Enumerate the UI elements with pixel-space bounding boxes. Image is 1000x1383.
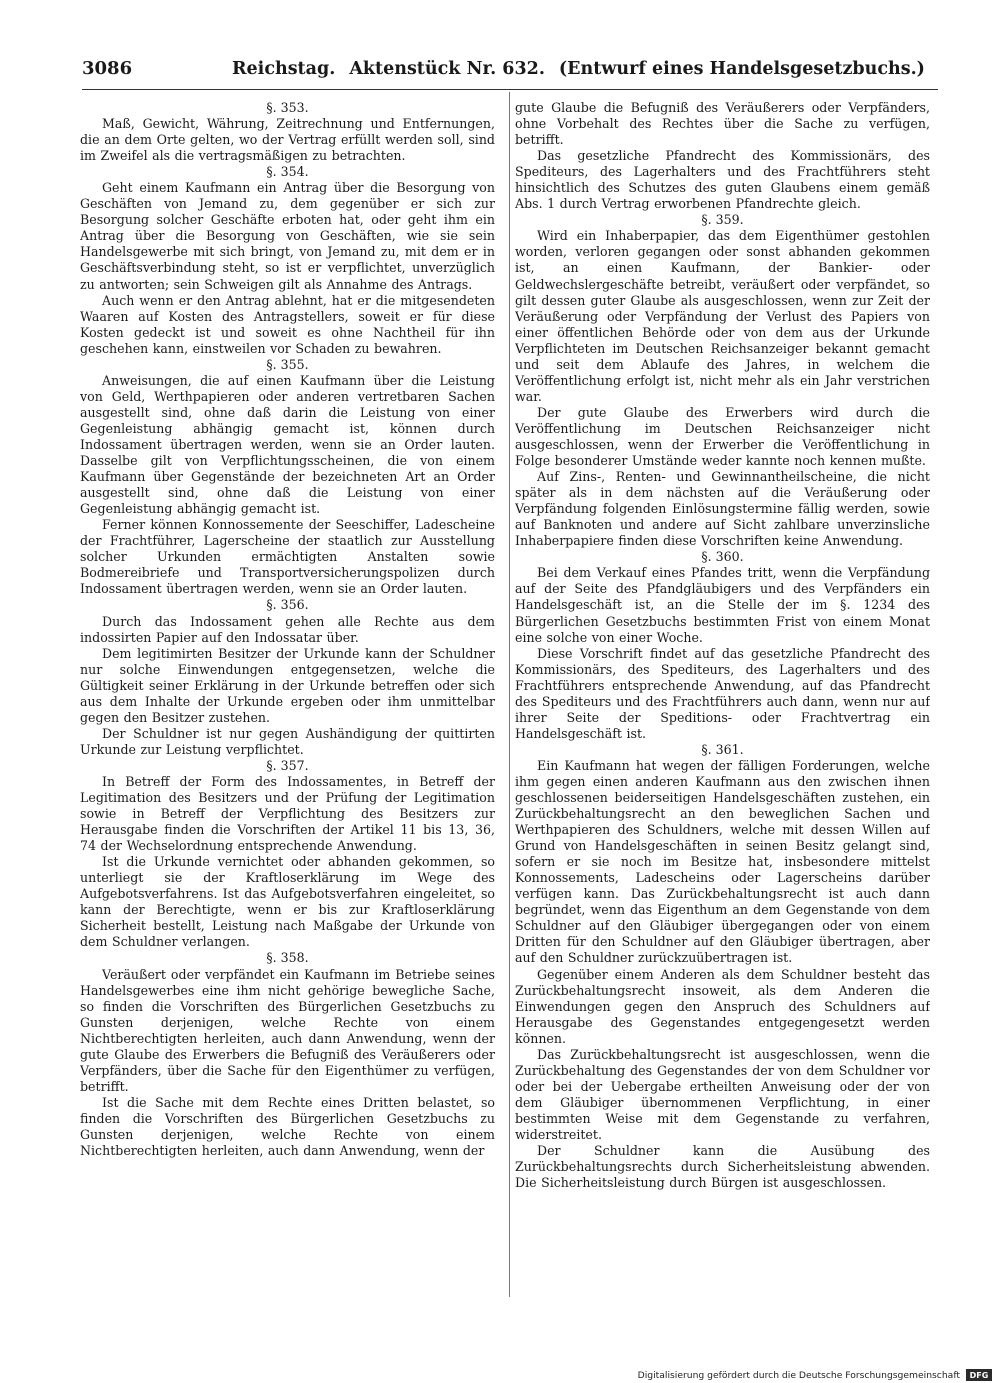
- paragraph: Bei dem Verkauf eines Pfandes tritt, wenn die Verpfändung auf der Seite des Pfandgläubigers und des Verpfänders ein Handelsgeschäft ist, an die Stelle der im §. 1234 des Bürgerlichen Gesetzbuchs bestimmten Frist von einem Monat eine solche von einer Woche.: [515, 565, 930, 645]
- column-divider: [509, 92, 510, 1297]
- right-column: [515, 100, 930, 1300]
- section-heading: §. 354.: [266, 164, 309, 180]
- paragraph: Geht einem Kaufmann ein Antrag über die Besorgung von Geschäften von Jemand zu, dem gegenüber er sich zur Besorgung solcher Geschäfte erboten hat, oder geht ihm ein Antrag über die Besorgung von Geschäften, wie sie sein Handelsgewerbe mit sich bringt, von Jemand zu, mit dem er in Geschäftsverbindung steht, so ist er verpflichtet, unverzüglich zu antworten; sein Schweigen gilt als Annahme des Antrags.: [80, 180, 495, 292]
- section-heading: §. 353.: [266, 100, 309, 115]
- paragraph: Maß, Gewicht, Währung, Zeitrechnung und Entfernungen, die an dem Orte gelten, wo der Vertrag erfüllt werden soll, sind im Zweifel als die vertragsmäßigen zu betrachten.: [80, 116, 495, 164]
- title-subject: (Entwurf eines Handelsgesetzbuchs.): [558, 59, 925, 79]
- title-document: Aktenstück Nr. 632.: [349, 59, 545, 79]
- paragraph: Anweisungen, die auf einen Kaufmann über die Leistung von Geld, Werthpapieren oder anderen vertretbaren Sachen ausgestellt sind, ohne daß darin die Leistung von einer Gegenleistung abhängig gemacht ist, können durch Indossament übertragen werden, wenn sie an Order lauten. Dasselbe gilt von Verpflichtungsscheinen, die von einem Kaufmann über Gegenstände der bezeichneten Art an Order ausgestellt sind, ohne daß die Leistung von einer Gegenleistung abhängig gemacht ist.: [80, 372, 495, 517]
- section-heading: §. 360.: [701, 549, 744, 565]
- section-heading: §. 358.: [266, 950, 309, 966]
- paragraph: Das gesetzliche Pfandrecht des Kommissionärs, des Spediteurs, des Lagerhalters und des Frachtführers steht hinsichtlich des Schutzes des guten Glaubens einem gemäß Abs. 1 durch Vertrag erworbenen Pfandrechte gleich.: [515, 148, 930, 212]
- paragraph: Diese Vorschrift findet auf das gesetzliche Pfandrecht des Kommissionärs, des Spediteurs, des Lagerhalters und des Frachtführers entsprechende Anwendung, auf das Pfandrecht des Spediteurs und des Frachtführers auch dann, wenn nur auf ihrer Seite der Speditions- oder Frachtvertrag ein Handelsgeschäft ist.: [515, 645, 930, 741]
- section-heading: §. 355.: [266, 356, 309, 372]
- paragraph: Ist die Urkunde vernichtet oder abhanden gekommen, so unterliegt sie der Kraftloserklärung im Wege des Aufgebotsverfahrens. Ist das Aufgebotsverfahren eingeleitet, so kann der Berechtigte, wenn er bis zur Kraftloserklärung Sicherheit bestellt, Leistung nach Maßgabe der Urkunde von dem Schuldner verlangen.: [80, 854, 495, 950]
- paragraph: Der Schuldner ist nur gegen Aushändigung der quittirten Urkunde zur Leistung verpflichtet.: [80, 725, 495, 757]
- paragraph: Ein Kaufmann hat wegen der fälligen Forderungen, welche ihm gegen einen anderen Kaufmann aus den zwischen ihnen geschlossenen beiderseitigen Handelsgeschäften zustehen, ein Zurückbehaltungsrecht an den beweglichen Sachen und Werthpapieren des Schuldners, welche mit dessen Willen auf Grund von Handelsgeschäften in seinen Besitz gelangt sind, sofern er sie noch im Besitze hat, insbesondere mittelst Konnossements, Ladescheins oder Lagerscheins darüber verfügen kann. Das Zurückbehaltungsrecht ist auch dann begründet, wenn das Eigenthum an dem Gegenstande von dem Schuldner auf den Gläubiger übergegangen oder von einem Dritten für den Schuldner auf den Gläubiger übertragen, aber auf den Schuldner zurückzuübertragen ist.: [515, 757, 930, 966]
- dfg-logo-text: DFG: [969, 1370, 989, 1380]
- page-header: [82, 58, 938, 84]
- footer: [638, 1368, 992, 1382]
- paragraph: Durch das Indossament gehen alle Rechte aus dem indossirten Papier auf den Indossatar über.: [80, 613, 495, 645]
- paragraph: Dem legitimirten Besitzer der Urkunde kann der Schuldner nur solche Einwendungen entgegensetzen, welche die Gültigkeit seiner Erklärung in der Urkunde betreffen oder sich aus dem Inhalte der Urkunde ergeben oder ihm unmittelbar gegen den Besitzer zustehen.: [80, 645, 495, 725]
- dfg-logo: [966, 1369, 992, 1381]
- paragraph: Das Zurückbehaltungsrecht ist ausgeschlossen, wenn die Zurückbehaltung des Gegenstandes der von dem Schuldner vor oder bei der Uebergabe ertheilten Anweisung oder der von dem Gläubiger übernommenen Verpflichtung, in einer bestimmten Weise mit dem Gegenstande zu verfahren, widerstreitet.: [515, 1046, 930, 1142]
- running-title: [232, 59, 925, 79]
- section-heading: §. 361.: [701, 741, 744, 757]
- paragraph: Ist die Sache mit dem Rechte eines Dritten belastet, so finden die Vorschriften des Bürgerlichen Gesetzbuchs zu Gunsten derjenigen, welche Rechte von einem Nichtberechtigten herleiten, auch dann Anwendung, wenn der: [80, 1094, 495, 1159]
- page-number: 3086: [82, 58, 133, 79]
- section-heading: §. 356.: [266, 597, 309, 613]
- title-body: Reichstag.: [232, 59, 336, 79]
- paragraph: Veräußert oder verpfändet ein Kaufmann im Betriebe seines Handelsgewerbes eine ihm nicht gehörige bewegliche Sache, so finden die Vorschriften des Bürgerlichen Gesetzbuchs zu Gunsten derjenigen, welche Rechte von einem Nichtberechtigten herleiten, auch dann Anwendung, wenn der gute Glaube des Erwerbers die Befugniß des Veräußerers oder Verpfänders, über die Sache für den Eigenthümer zu verfügen, betrifft.: [80, 966, 495, 1094]
- paragraph: Der gute Glaube des Erwerbers wird durch die Veröffentlichung im Deutschen Reichsanzeiger nicht ausgeschlossen, wenn der Erwerber die Veröffentlichung in Folge besonderer Umstände weder kannte noch kennen mußte.: [515, 404, 930, 469]
- paragraph: Wird ein Inhaberpapier, das dem Eigenthümer gestohlen worden, verloren gegangen oder sonst abhanden gekommen ist, an einen Kaufmann, der Bankier- oder Geldwechslergeschäfte betreibt, veräußert oder verpfändet, so gilt dessen guter Glaube als ausgeschlossen, wenn zur Zeit der Veräußerung oder Verpfändung der Verlust des Papiers von einer öffentlichen Behörde oder von dem aus der Urkunde Verpflichteten im Deutschen Reichsanzeiger bekannt gemacht und seit dem Ablaufe des Jahres, in welchem die Veröffentlichung erfolgt ist, nicht mehr als ein Jahr verstrichen war.: [515, 228, 930, 404]
- section-heading: §. 357.: [266, 757, 309, 773]
- digitization-credit: Digitalisierung gefördert durch die Deutsche Forschungsgemeinschaft: [637, 1369, 960, 1381]
- paragraph: Auch wenn er den Antrag ablehnt, hat er die mitgesendeten Waaren auf Kosten des Antragstellers, soweit er für diese Kosten gedeckt ist und soweit es ohne Nachtheil für ihn geschehen kann, einstweilen vor Schaden zu bewahren.: [80, 292, 495, 356]
- section-heading: §. 359.: [701, 212, 744, 228]
- paragraph: Auf Zins-, Renten- und Gewinnantheilscheine, die nicht später als in dem nächsten auf die Veräußerung oder Verpfändung folgenden Einlösungstermine fällig werden, sowie auf Banknoten und andere auf Sicht zahlbare unverzinsliche Inhaberpapiere finden diese Vorschriften keine Anwendung.: [515, 469, 930, 549]
- paragraph: gute Glaube die Befugniß des Veräußerers oder Verpfänders, ohne Vorbehalt des Rechtes über die Sache zu verfügen, betrifft.: [515, 100, 930, 148]
- header-rule: [82, 89, 938, 90]
- paragraph: Ferner können Konnossemente der Seeschiffer, Ladescheine der Frachtführer, Lagerscheine der staatlich zur Ausstellung solcher Urkunden ermächtigten Anstalten sowie Bodmereibriefe und Transportversicherungspolizen durch Indossament übertragen werden, wenn sie an Order lauten.: [80, 517, 495, 597]
- paragraph: Gegenüber einem Anderen als dem Schuldner besteht das Zurückbehaltungsrecht insoweit, als dem Anderen die Einwendungen gegen den Anspruch des Schuldners auf Herausgabe des Gegenstandes entgegengesetzt werden können.: [515, 966, 930, 1046]
- paragraph: In Betreff der Form des Indossamentes, in Betreff der Legitimation des Besitzers und der Prüfung der Legitimation sowie in Betreff der Verpflichtung des Besitzers zur Herausgabe finden die Vorschriften der Artikel 11 bis 13, 36, 74 der Wechselordnung entsprechende Anwendung.: [80, 773, 495, 854]
- left-column: [80, 100, 495, 1300]
- paragraph: Der Schuldner kann die Ausübung des Zurückbehaltungsrechts durch Sicherheitsleistung abwenden. Die Sicherheitsleistung durch Bürgen ist ausgeschlossen.: [515, 1143, 930, 1191]
